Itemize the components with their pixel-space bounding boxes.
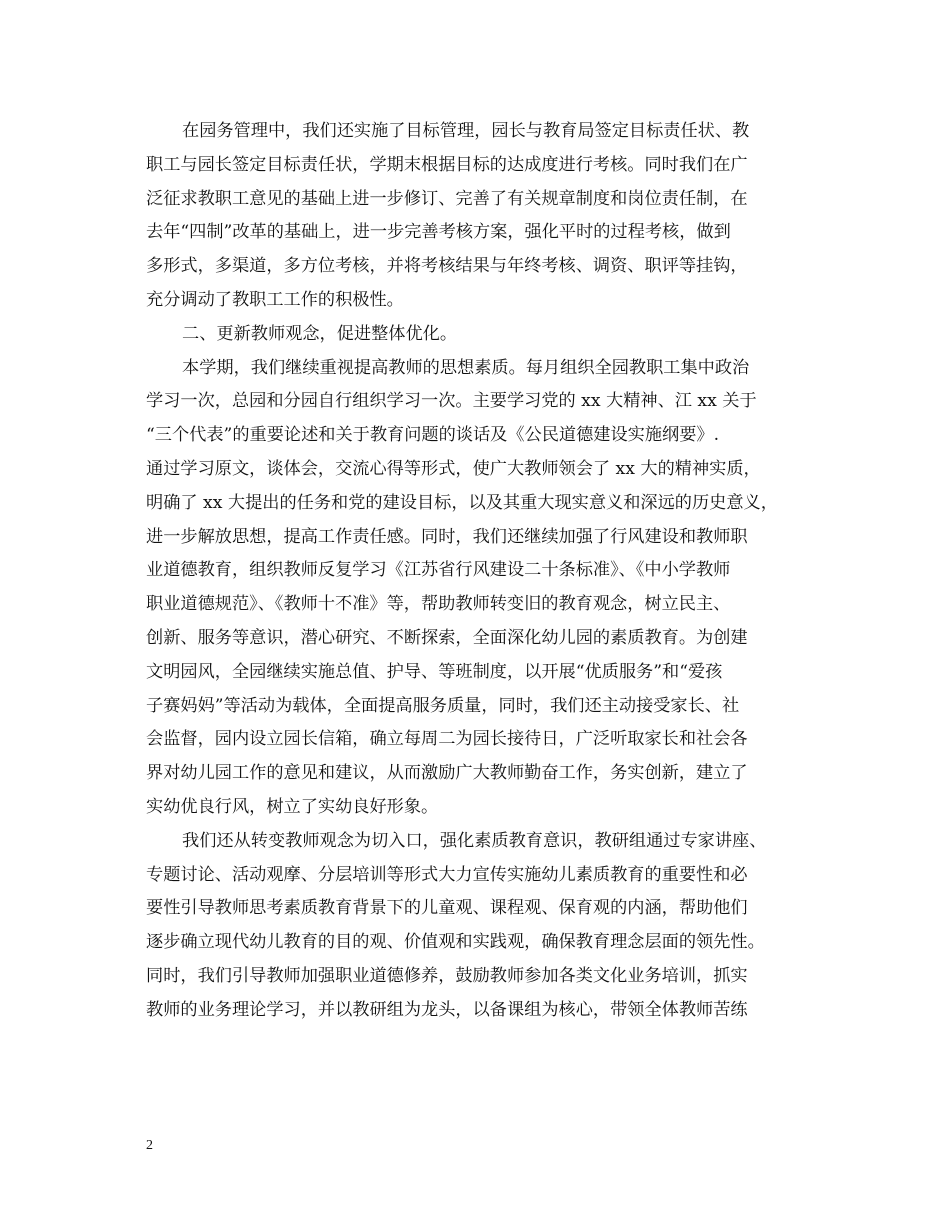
text-line: 教师的业务理论学习，并以教研组为龙头，以备课组为核心，带领全体教师苦练 (146, 999, 748, 1020)
text-line: 我们还从转变教师观念为切入口，强化素质教育意识，教研组通过专家讲座、 (182, 830, 767, 851)
text-line: 同时，我们引导教师加强职业道德修养，鼓励教师参加各类文化业务培训，抓实 (146, 965, 748, 986)
body-text (146, 115, 826, 1028)
text-line: 文明园风，全园继续实施总值、护导、等班制度，以开展“优质服务”和“爱孩 (146, 661, 723, 682)
text-line: 进一步解放思想，提高工作责任感。同时，我们还继续加强了行风建设和教师职 (146, 526, 748, 547)
text-line: 多形式，多渠道，多方位考核，并将考核结果与年终考核、调资、职评等挂钩， (146, 256, 748, 277)
text-line: 通过学习原文，谈体会，交流心得等形式，使广大教师领会了 xx 大的精神实质， (146, 458, 761, 479)
text-line: 职工与园长签定目标责任状，学期末根据目标的达成度进行考核。同时我们在广 (146, 154, 748, 175)
text-line: 实幼优良行风，树立了实幼良好形象。 (146, 796, 439, 817)
text-line: 业道德教育，组织教师反复学习《江苏省行风建设二十条标准》、《中小学教师 (146, 560, 731, 581)
text-line: “三个代表”的重要论述和关于教育问题的谈话及《公民道德建设实施纲要》. (146, 425, 720, 446)
text-line: 泛征求教职工意见的基础上进一步修订、完善了有关规章制度和岗位责任制，在 (146, 188, 748, 209)
text-line: 界对幼儿园工作的意见和建议，从而激励广大教师勤奋工作，务实创新，建立了 (146, 763, 748, 784)
text-line: 在园务管理中，我们还实施了目标管理，园长与教育局签定目标责任状、教 (182, 121, 750, 141)
text-line: 会监督，园内设立园长信箱，确立每周二为园长接待日，广泛听取家长和社会各 (146, 729, 748, 750)
text-line: 子赛妈妈”等活动为载体，全面提高服务质量，同时，我们还主动接受家长、社 (146, 695, 740, 716)
text-line: 去年“四制”改革的基础上，进一步完善考核方案，强化平时的过程考核，做到 (146, 222, 731, 243)
page-number: 2 (146, 1138, 153, 1153)
text-line: 充分调动了教职工工作的积极性。 (146, 289, 404, 310)
text-line: 专题讨论、活动观摩、分层培训等形式大力宣传实施幼儿素质教育的重要性和必 (146, 864, 748, 885)
text-line: 本学期，我们继续重视提高教师的思想素质。每月组织全园教职工集中政治 (182, 357, 750, 378)
text-line: 学习一次，总园和分园自行组织学习一次。主要学习党的 xx 大精神、江 xx 关于 (146, 391, 757, 412)
text-line: 要性引导教师思考素质教育背景下的儿童观、课程观、保育观的内涵，帮助他们 (146, 898, 748, 919)
text-line: 明确了 xx 大提出的任务和党的建设目标，以及其重大现实意义和深远的历史意义， (146, 492, 778, 513)
text-line: 职业道德规范》、《教师十不准》等，帮助教师转变旧的教育观念，树立民主、 (146, 594, 731, 615)
text-line: 创新、服务等意识，潜心研究、不断探索，全面深化幼儿园的素质教育。为创建 (146, 627, 748, 648)
text-line: 逐步确立现代幼儿教育的目的观、价值观和实践观，确保教育理念层面的领先性。 (146, 932, 765, 953)
section-heading: 二、更新教师观念，促进整体优化。 (182, 323, 458, 344)
